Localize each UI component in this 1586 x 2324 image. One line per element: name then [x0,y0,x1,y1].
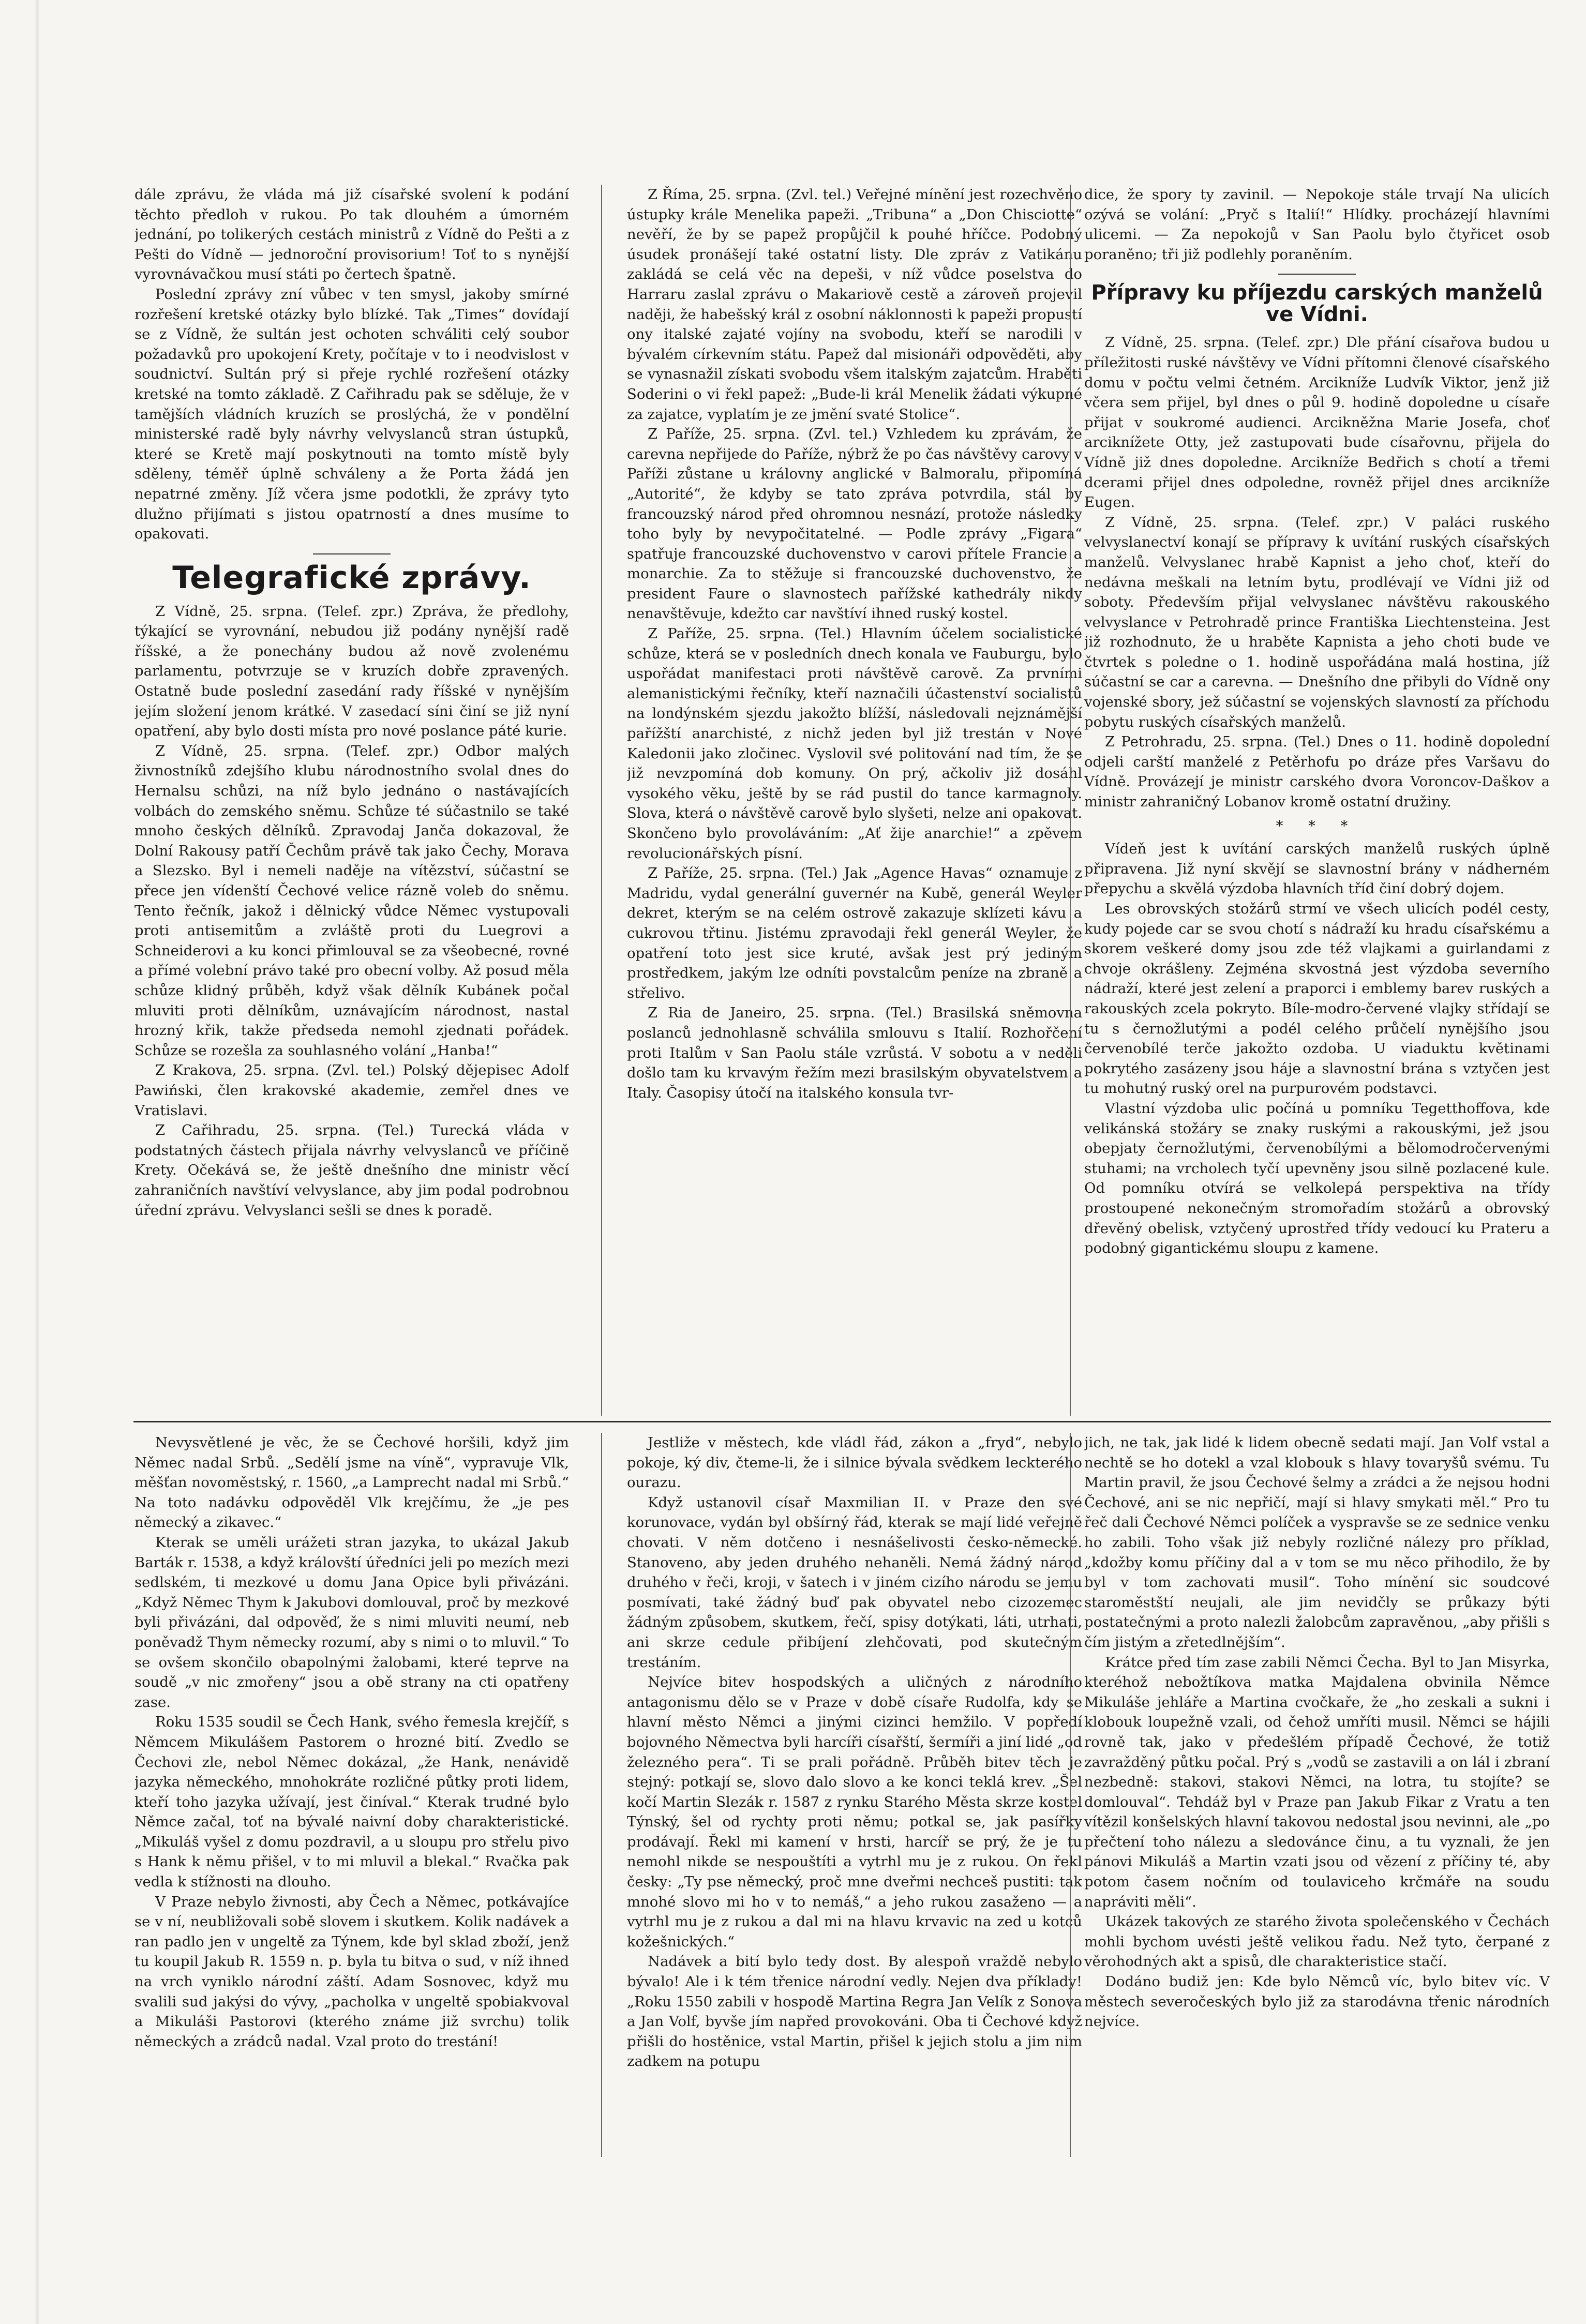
tsar-arrival-heading: Přípravy ku příjezdu carských manželů ve Vídni. [1091,281,1543,327]
feuilleton-paragraph: Roku 1535 soudil se Čech Hank, svého řemesla krejčíř, s Němcem Mikulášem Pastorem o hrozné bití. Zvedlo se Čechovi zle, nebol Němec dokázal, „že Hank, nenávidě jazyka německého, mnohokráte rozličné půtky proti lidem, kteří toho jazyka užívají, jest činíval.“ Kterak trudné bylo Němce začal, toť na bývalé naivní doby charakteristické. „Mikuláš vyšel z domu pozdravil, a u sloupu pro střelu pivo s Hank k němu přišel, v to mi mluvil a blekal.“ Rvačka pak vedla k stížnosti na dlouho. [134,1714,569,1891]
column-separator [1070,1433,1071,2157]
news-item: Les obrovských stožárů strmí ve všech ulicích podél cesty, kudy pojede car se svou chotí s nádraží ku hradu císařskému a skorem veškeré domy jsou zde též vlajkami a guirlandami z chvoje okrášleny. Zejména skvostná jest výzdoba severního nádraží, které jest zelení a praporci i emblemy barev ruských a rakouských zcela pokryto. Bíle-modro-červené vlajky střídají se tu s černožlutými a podél celého průčelí nynějšího jsou červenobílé terče jakožto ozdoba. U viaduktu květinami pokrytého zasázeny jsou háje a slavnostní brána s vztyčen jest tu mohutný ruský orel na purpurovém podstavci. [1084,901,1550,1097]
feuilleton-paragraph: Jestliže v městech, kde vládl řád, zákon a „fryd“, nebylo pokoje, ký div, čteme-li, že i silnice bývala svědkem leckterého ourazu. [627,1434,1082,1491]
feuilleton-paragraph: Nevysvětlené je věc, že se Čechové horšili, když jim Němec nadal Srbů. „Sedělí jsme na víně“, vypravuje Vlk, měšťan novoměstský, r. 1560, „a Lamprecht nadal mi Srbů.“ Na toto nadávku odpověděl Vlk krejčímu, že „je pes německý a zikavec.“ [134,1434,569,1531]
page-fold-shadow [35,0,39,2324]
article-paragraph: Poslední zprávy zní vůbec v ten smysl, jakoby smírné rozřešení kretské otázky bylo blízké. Tak „Times“ dovídají se z Vídně, že sultán jest ochoten schváliti celý soubor požadavků pro upokojení Krety, počítaje v to i neodvislost v soudnictví. Sultán prý si přeje rychlé rozřešení otázky kretské na tomto základě. Z Cařihradu pak se sděluje, že v tamějších vládních kruzích se proslýchá, že v pondělní ministerské radě byly návrhy velvyslanců stran ústupků, které se Kretě mají poskytnouti na tomto místě byly sděleny, téměř úplně schváleny a že Porta žádá jen nepatrné změny. Jíž včera jsme podotkli, že zprávy tyto dlužno přijímati s jistou opatrností a dnes musíme to opakovati. [134,286,569,543]
news-item: Z Vídně, 25. srpna. (Telef. zpr.) Odbor malých živnostníků zdejšího klubu národnostního svolal dnes do Hernalsu schůzi, na níž bylo jednáno o nastávajících volbách do zemského sněmu. Schůze té súčastnilo se také mnoho českých dělníků. Zpravodaj Janča dokazoval, že Dolní Rakousy patří Čechům právě tak jako Čechy, Morava a Slezsko. Byl i nemeli naděje na vítězství, súčastní se přece jen vídenští Čechové velice rázně voleb do sněmu. Tento řečník, jakož i dělnický vůdce Němec vystupovali proti antisemitům a zvláště proti du Luegrovi a Schneiderovi a ku konci přimlouval se za všeobecné, rovné a přímé volební právo také pro obecní volby. Až posud měla schůze klidný průběh, když však dělník Kubánek počal mluviti proti dělníkům, uznávajícím národnost, nastal hrozný křik, takže předseda nemohl zjednati pořádek. Schůze se rozešla za souhlasného volání „Hanba!“ [134,742,569,1059]
bottom-column-3 [1084,1433,1550,2157]
news-item: Vlastní výzdoba ulic počíná u pomníku Tegetthoffova, kde velikánská stožáry se znaky ruskými a rakouskými, jež jsou obepjaty černožlutými, červenobílými a bělomodročervenými stuhami; na vrcholech tyčí upevněny jsou silně pozlacené kule. Od pomníku otvírá se velkolepá perspektiva na třídy prostoupené nekonečným stromořadím stožárů a obrovský dřevěný obelisk, vztyčený uprostřed třídy vedoucí ku Prateru a podobný gigantickému sloupu z kamene. [1084,1100,1550,1257]
telegraph-news-heading: Telegrafické zprávy. [172,559,531,596]
feuilleton-paragraph: jich, ne tak, jak lidé k lidem obecně sedati mají. Jan Volf vstal a nechtě se ho dotekl a vzal klobouk s hlavy tovaryšů svému. Tu Martin pravil, že jsou Čechové šelmy a zrádci a že nejsou hodni Čechové, ani se nic nepřičí, mají si hlavy smykati měl.“ Pro tu řeč dali Čechové Němci políček a vyspravše se ze sednice venku ho zabili. Toho však již nebyly rozličné nálezy pro příklad, „kdožby komu příčiny dal a v tom se mu něco přihodilo, že by byl v tom zachovati musil“. Toho mínění sic soudcové staroměstští neujali, ale jim nevidčly se průkazy býti postatečnými a proto nalezli žalobcům zapravěnou, „aby přišli s čím jistým a zřetedlnějším“. [1084,1434,1550,1651]
news-item: Z Paříže, 25. srpna. (Tel.) Hlavním účelem socialistické schůze, která se v posledních dnech konala ve Fauburgu, bylo uspořádat manifestaci proti návštěvě carově. Za prvními alemanistickými řečníky, kteří naznačili účastenství socialistů na londýnském sjezdu jakožto blížší, následovali nejznámější pařížští anarchisté, z nichž jeden byl již trestán v Nové Kaledonii jako zločinec. Vyslovil své politování nad tím, že se již nevzpomíná dob komuny. On prý, ačkoliv již dosáhl vysokého věku, ještě by se rád pustil do tance karmagnoly. Slova, která o návštěvě carově bylo slyšeti, nelze ani opakovat. Skončeno bylo provoláváním: „Ať žije anarchie!“ a zpěvem revolucionářských písní. [627,625,1082,862]
news-item: Z Petrohradu, 25. srpna. (Tel.) Dnes o 11. hodině dopolední odjeli carští manželé z Petěrhofu po dráze přes Varšavu do Vídně. Provázejí je ministr carského dvora Voroncov-Daškov a ministr zahraničný Lobanov kromě ostatní družiny. [1084,733,1550,811]
news-item: Z Cařihradu, 25. srpna. (Tel.) Turecká vláda v podstatných částech přijala návrhy velvyslanců ve příčině Krety. Očekává se, že ještě dnešního dne ministr věcí zahraničních navštíví velvyslance, aby jim podal podrobnou úřední zprávu. Velvyslanci sešli se dnes k poradě. [134,1122,569,1219]
news-item: Z Krakova, 25. srpna. (Zvl. tel.) Polský dějepisec Adolf Pawiński, člen krakovské akademie, zemřel dnes ve Vratislavi. [134,1062,569,1119]
feuilleton-paragraph: Krátce před tím zase zabili Němci Čecha. Byl to Jan Misyrka, kteréhož nebožtíkova matka Majdalena obvinila Němce Mikuláše jehláře a Martina cvočkaře, že „ho zeskali a sukni i klobouk loupežně vzali, od čehož umříti musil. Němci se hájili rovně tak, jako v předešlém případě Čechové, že totiž zavražděný půtku počal. Prý s „vodů se zastavili a on lál i zbraní nezbedně: stakovi, stakovi Němci, na lotra, tu stojíte? se domlouval“. Tehdáž byl v Praze pan Jakub Fikar z Vratu a ten vítězil konšelských hlavní takovou nedostal jsou nevinni, ale „po přečtení toho nálezu a sledovánce činu, a tu vyznali, že jen pánovi Mikuláš a Martin vzati jsou od vězení z příčiny té, aby potom časem nočním od toulaviceho krčmáře na soudu napráviti měli“. [1084,1654,1550,1910]
news-item: Z Vídně, 25. srpna. (Telef. zpr.) V paláci ruského velvyslanectví konají se přípravy k uvítání ruských císařských manželů. Velvyslanec hrabě Kapnist a jeho choť, kteří do nedávna meškali na letním bytu, prodlévají ve Vídni již od soboty. Především přijal velvyslanec návštěvu rakouského velvyslance v Petrohradě prince Františka Liechtensteina. Jest již rozhodnuto, že u hraběte Kapnista a jeho choti bude ve čtvrtek s poledne o 1. hodině uspořádána malá hostina, jíž súčastní se car a carevna. — Dnešního dne přibyli do Vídně ony vojenské sbory, jež súčastní se vojenských slavností za příchodu pobytu ruských císařských manželů. [1084,514,1550,730]
news-item: Z Říma, 25. srpna. (Zvl. tel.) Veřejné mínění jest rozechvěno ústupky krále Menelika papeži. „Tribuna“ a „Don Chisciotte“ nevěří, že by se papež propůjčil k pouhé hříčce. Podobný úsudek pronášejí také ostatní listy. Dle zpráv z Vatikánu zakládá se celá věc na depeši, v níž vůdce poselstva do Harraru zaslal zprávu o Makariově cestě a zároveň projevil naději, že habešský král z osobní náklonnosti k papeži propustí ony italské zajaté vojíny na svobodu, kteří se narodili v bývalém církevním státu. Papež dal misionáři odpověděti, aby se vynasnažil získati svobodu všem italským zajatcům. Hraběti Soderini o vi řekl papež: „Bude-li král Menelik žádati výkupné za zajatce, vyplatím je ze jmění svaté Stolice“. [627,186,1082,423]
news-item: dice, že spory ty zavinil. — Nepokoje stále trvají Na ulicích ozývá se volání: „Pryč s Italií!“ Hlídky. procházejí hlavními ulicemi. — Za nepokojů v San Paolu bylo čtyřicet osob poraněno; tři již podlehly poraněním. [1084,186,1550,263]
news-item: Z Paříže, 25. srpna. (Tel.) Jak „Agence Havas“ oznamuje z Madridu, vydal generální guvernér na Kubě, generál Weyler dekret, kterým se na celém ostrově zakazuje sklízeti kávu a cukrovou třtinu. Jistému zpravodaji řekl generál Weyler, že opatření toto jest sice kruté, avšak jest prý jediným prostředkem, jakým lze odníti povstalcům peníze na zbraně a střelivo. [627,865,1082,1001]
article-paragraph: dále zprávu, že vláda má již císařské svolení k podání těchto předloh v rukou. Po tak dlouhém a úmorném jednání, po tolikerých cestách ministrů z Vídně do Pešti a z Pešti do Vídně — jednoroční provisorium! Toť to s nynější vyrovnávačkou musí státi po čertech špatně. [134,186,569,283]
top-column-3 [1084,185,1550,1411]
feuilleton-paragraph: Nejvíce bitev hospodských a uličných z národního antagonismu dělo se v Praze v době císaře Rudolfa, kdy se hlavní město Němci a jinými cizinci hemžilo. V popředí bojovného Němectva byli harcíři císařští, šermíři a jiní lidé „od železného pera“. Ti se prali pořádně. Průběh bitev těch je stejný: potkají se, slovo dalo slovo a ke konci teklá krev. „Šel kočí Martin Slezák r. 1587 z rynku Starého Města skrze kostel Týnský, šel od rychty proti němu; potkal se, jak pasířky prodávají. Řekl mi kamení v hrsti, harcíř se prý, že je tu nemohl nikde se nespouštíti a vytrhl mu je z rukou. On řekl česky: „Ty pse německý, proč mne dveřmi nechceš pustiti: tak mnohé slovo mi ho v to nemáš,“ a jeho rukou zasaženo — a vytrhl mu je z rukou a dal mi na hlavu krvavic na zed u kotců kožešnických.“ [627,1674,1082,1950]
feuilleton-paragraph: Když ustanovil císař Maxmilian II. v Praze den své korunovace, vydán byl obšírný řád, kterak se mají lidé veřejně chovati. V něm dotčeno i nesnášelivosti česko-německé. Stanoveno, aby jeden druhého nehaněli. Nemá žádný národ druhého v řeči, kroji, v šatech i v jiném cizího národu se jemu posmívati, také žádný buď pak obyvatel nebo cizozemec žádným způsobem, skutkem, řečí, spisy dotýkati, láti, utrhati, ani skrze cedule přibíjení zlehčovati, pod skutečným trestáním. [627,1494,1082,1671]
top-column-2 [627,185,1082,1411]
feuilleton-paragraph: V Praze nebylo živnosti, aby Čech a Němec, potkávajíce se v ní, neubližovali sobě slovem i skutkem. Kolik nadávek a ran padlo jen v ungeltě za Týnem, kde byl sklad zboží, jenž tu koupil Jakub R. 1559 n. p. byla tu bitva o sud, v níž ihned na vrch vyniklo národní záští. Adam Sosnovec, když mu svalili sud jakýsi do vývy, „pacholka v ungeltě spobiakvoval a Mikuláši Pastorovi (kterého známe již svrchu) tolik německých a zrádců nadal. Vzal proto do trestání! [134,1893,569,2050]
news-item: Z Paříže, 25. srpna. (Zvl. tel.) Vzhledem ku zprávám, že carevna nepřijede do Paříže, nýbrž že po čas návštěvy carovy v Paříži zůstane u královny anglické v Balmoralu, připomíná „Autorité“, že kdyby se tato zpráva potvrdila, stál by francouzský národ před ohromnou nesnází, protože následky toho byly by nevypočitatelné. — Podle zprávy „Figara“ spatřuje francouzské duchovenstvo v carovi přítele Francie a monarchie. Za to stěžuje si francouzské duchovenstvo, že president Faure o slavnostech pařížské kathedrály nikdy nenavštěvuje, kdežto car navštíví ihned ruský kostel. [627,426,1082,622]
top-column-1 [134,185,569,1411]
feuilleton-paragraph: Kterak se uměli urážeti stran jazyka, to ukázal Jakub Barták r. 1538, a když královští úředníci jeli po mezích mezi sedlském, ti mezkové u domu Jana Opice byli přivázáni. „Když Němec Thym k Jakubovi domlouval, proč by mezkové byli přivázáni, dal odpověď, že s nimi mluviti neumí, neb poněvadž Thym německy rozumí, aby s nimi o to mluvil.“ To se ovšem skončilo obapolnými žalobami, které teprve na soudě „v nic zmořeny“ jsou a obě strany na cti opatřeny zase. [134,1534,569,1711]
section-divider [1278,274,1356,275]
feuilleton-paragraph: Ukázek takových ze starého života společenského v Čechách mohli bychom uvésti ještě velikou řadu. Než tyto, čerpané z věrohodných akt a spisů, dle charakteristice stačí. [1084,1913,1550,1970]
news-item: Z Ria de Janeiro, 25. srpna. (Tel.) Brasilská sněmovna poslanců jednohlasně schválila smlouvu s Italií. Rozhořčení proti Italům v San Paolu stále vzrůstá. V sobotu a v neděli došlo tam ku krvavým řežím mezi brasilským obyvatelstvem a Italy. Časopisy útočí na italského konsula tvr- [627,1004,1082,1101]
feuilleton-paragraph: Dodáno budiž jen: Kde bylo Němců víc, bylo bitev víc. V městech severočeských bylo již za starodávna třenic národních nejvíce. [1084,1973,1550,2030]
feuilleton-separator-rule [133,1421,1551,1422]
bottom-column-2 [627,1433,1082,2157]
asterism-divider: * * * [1276,817,1358,834]
bottom-column-1 [134,1433,569,2157]
news-item: Vídeň jest k uvítání carských manželů ruských úplně připravena. Již nyní skvějí se slavnostní brány v nádherném přepychu a skvělá výzdoba hlavních tříd činí dobrý dojem. [1084,841,1550,897]
section-divider [313,553,391,554]
news-item: Z Vídně, 25. srpna. (Telef. zpr.) Zpráva, že předlohy, týkající se vyrovnání, nebudou již podány nynější radě říšské, a že ponechány budou až nově zvolenému parlamentu, potvrzuje se v kruzích dobře zpravených. Ostatně bude poslední zasedání rady říšské v nynějším jejím složení jenom krátké. V zasedací síni činí se již nyní opatření, aby bylo dosti místa pro nové poslance páté kurie. [134,603,569,740]
column-separator [601,1433,602,2157]
feuilleton-paragraph: Nadávek a bití bylo tedy dost. By alespoň vraždě nebylo bývalo! Ale i k tém třenice národní vedly. Nejen dva příklady! „Roku 1550 zabili v hospodě Martina Regra Jan Velík z Sonova a Jan Volf, byvše jím napřed provokováni. Oba ti Čechové když přišli do hostěnice, vstal Martin, přišel k jejich stolu a jim nim zadkem na potupu [627,1953,1082,2070]
news-item: Z Vídně, 25. srpna. (Telef. zpr.) Dle přání císařova budou u příležitosti ruské návštěvy ve Vídni přítomni členové císařského domu v počtu velmi četném. Arcikníže Ludvík Viktor, jenž již včera sem přijel, byl dnes o půl 9. hodině dopoledne u císaře přijat v soukromé audienci. Arcikněžna Marie Josefa, choť arciknížete Otty, jež zastupovati bude císařovnu, přijela do Vídně již dnes dopoledne. Arcikníže Bedřich s chotí a třemi dcerami přijel dnes odpoledne, rovněž přijel dnes arcikníže Eugen. [1084,334,1550,511]
column-separator [601,185,602,1416]
column-separator [1070,185,1071,1416]
